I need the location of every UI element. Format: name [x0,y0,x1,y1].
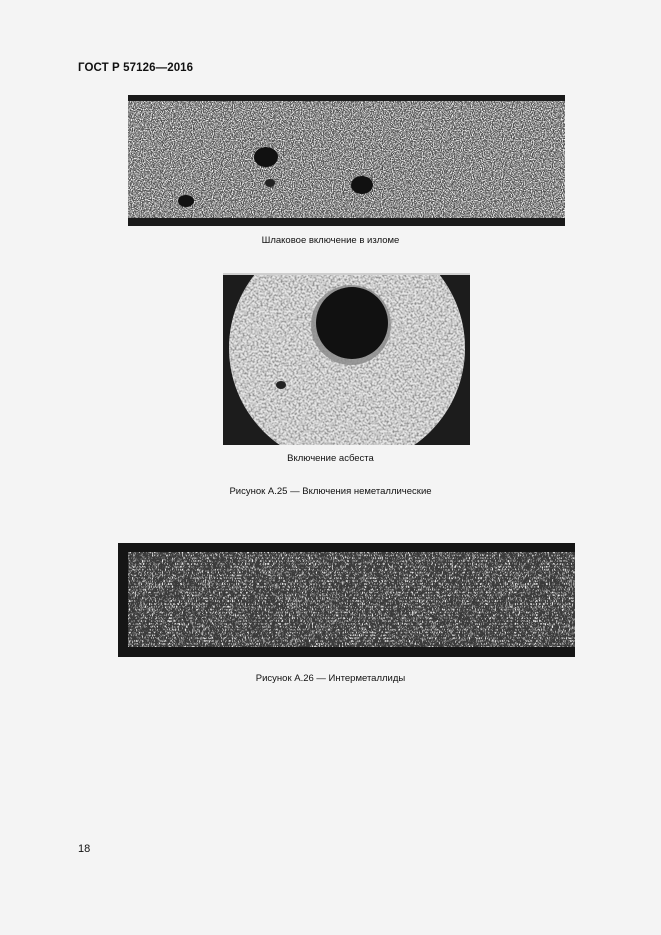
page-number: 18 [78,843,91,855]
asbestos-inclusion-photo [223,273,470,445]
slag-inclusion-photo [128,95,565,226]
intermetallics-photo [118,543,575,657]
figure-a25-caption: Рисунок А.25 — Включения неметаллические [229,486,432,497]
slag-inclusion-caption: Шлаковое включение в изломе [261,235,400,246]
asbestos-inclusion-caption: Включение асбеста [287,453,374,464]
figure-a26-caption: Рисунок А.26 — Интерметаллиды [255,673,406,684]
document-header: ГОСТ Р 57126—2016 [78,62,194,74]
